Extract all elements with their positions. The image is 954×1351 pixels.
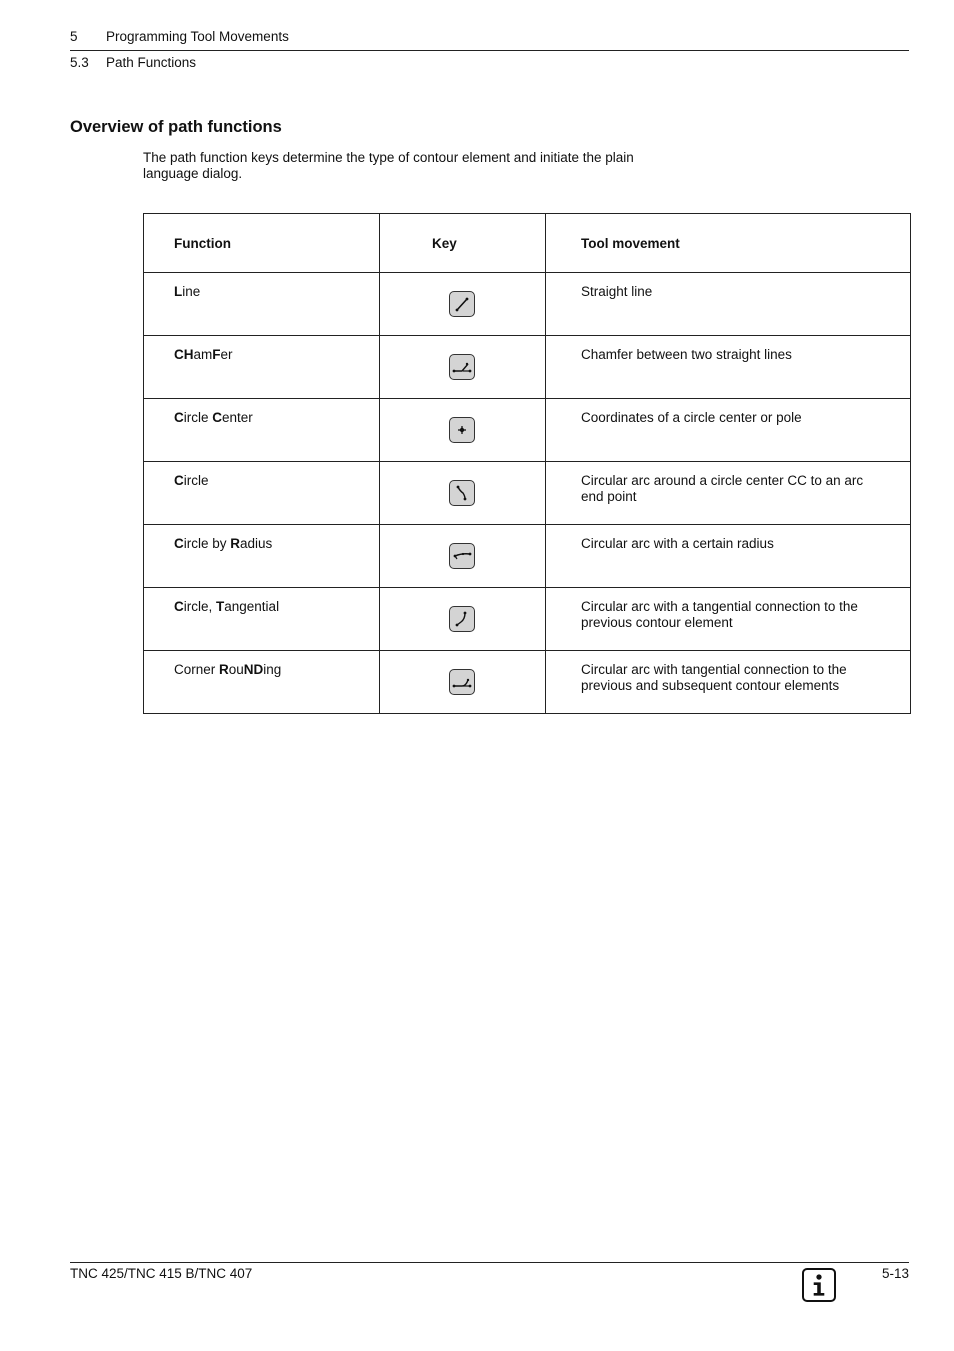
circle-center-key-icon[interactable] [449,417,475,443]
section-header-title: Path Functions [106,55,197,70]
function-abbrev-letter: R [230,536,241,551]
function-name-cell [144,462,380,525]
function-name-cell [144,336,380,399]
table-row [144,273,911,336]
table-row [144,651,911,714]
function-abbrev-letter: R [219,662,229,677]
key-cell [380,462,546,525]
function-abbrev-letter: L [174,284,183,299]
function-abbrev-letter: C [174,599,184,614]
table-row [144,462,911,525]
function-name-text: ircle by [183,536,231,551]
chamfer-key-icon[interactable] [449,354,475,380]
column-header-tool-movement: Tool movement [546,214,911,273]
function-name-text: ircle, [183,599,217,614]
function-name-text: Corner [174,662,220,677]
section-number: 5.3 [70,55,89,70]
function-name-text: adius [240,536,273,551]
page-title: Overview of path functions [70,118,282,136]
table-row [144,525,911,588]
function-name-text: ou [228,662,244,677]
function-name-text: er [220,347,233,362]
function-abbrev-letter: ND [243,662,264,677]
function-abbrev-letter: C [212,410,223,425]
chapter-number: 5 [70,29,78,44]
tool-movement-cell: Coordinates of a circle center or pole [546,399,911,462]
function-name-text: angential [224,599,280,614]
circle-key-icon[interactable] [449,480,475,506]
function-abbrev-letter: C [174,410,184,425]
circle-tangential-key-icon[interactable] [449,606,475,632]
chapter-title: Programming Tool Movements [106,29,289,44]
tool-movement-cell: Circular arc with a tangential connection to the previous contour element [546,588,911,651]
function-name-text: ing [263,662,282,677]
table-row [144,336,911,399]
footer-rule [70,1262,909,1263]
key-cell [380,399,546,462]
corner-rounding-key-icon[interactable] [449,669,475,695]
function-name-cell [144,588,380,651]
function-abbrev-letter: C [174,536,184,551]
key-cell [380,588,546,651]
function-name-text: enter [222,410,253,425]
table-row [144,588,911,651]
key-cell [380,273,546,336]
header-rule [70,50,909,51]
column-header-function: Function [144,214,380,273]
function-name-cell [144,273,380,336]
circle-radius-key-icon[interactable] [449,543,475,569]
key-cell [380,651,546,714]
tool-movement-cell: Straight line [546,273,911,336]
page-number: 5-13 [881,1266,909,1281]
function-name-cell [144,651,380,714]
intro-paragraph: The path function keys determine the type of contour element and initiate the plain language dialog. [143,150,634,181]
column-header-key: Key [380,214,546,273]
function-abbrev-letter: T [216,599,225,614]
key-cell [380,525,546,588]
table-header-row [144,214,911,273]
function-name-text: ine [182,284,201,299]
function-name-cell [144,399,380,462]
path-functions-table [143,213,911,714]
tool-movement-cell: Circular arc with tangential connection to the previous and subsequent contour elements [546,651,911,714]
info-icon [802,1268,836,1302]
line-key-icon[interactable] [449,291,475,317]
key-cell [380,336,546,399]
function-name-text: ircle [183,473,209,488]
section-header [70,55,196,70]
function-abbrev-letter: F [212,347,221,362]
function-name-cell [144,525,380,588]
table-row [144,399,911,462]
function-name-text: am [193,347,213,362]
tool-movement-cell: Chamfer between two straight lines [546,336,911,399]
footer-models: TNC 425/TNC 415 B/TNC 407 [70,1266,253,1281]
function-name-text: ircle [183,410,213,425]
tool-movement-cell: Circular arc with a certain radius [546,525,911,588]
function-abbrev-letter: CH [174,347,194,362]
function-abbrev-letter: C [174,473,184,488]
chapter-header [70,29,289,44]
tool-movement-cell: Circular arc around a circle center CC to an arc end point [546,462,911,525]
